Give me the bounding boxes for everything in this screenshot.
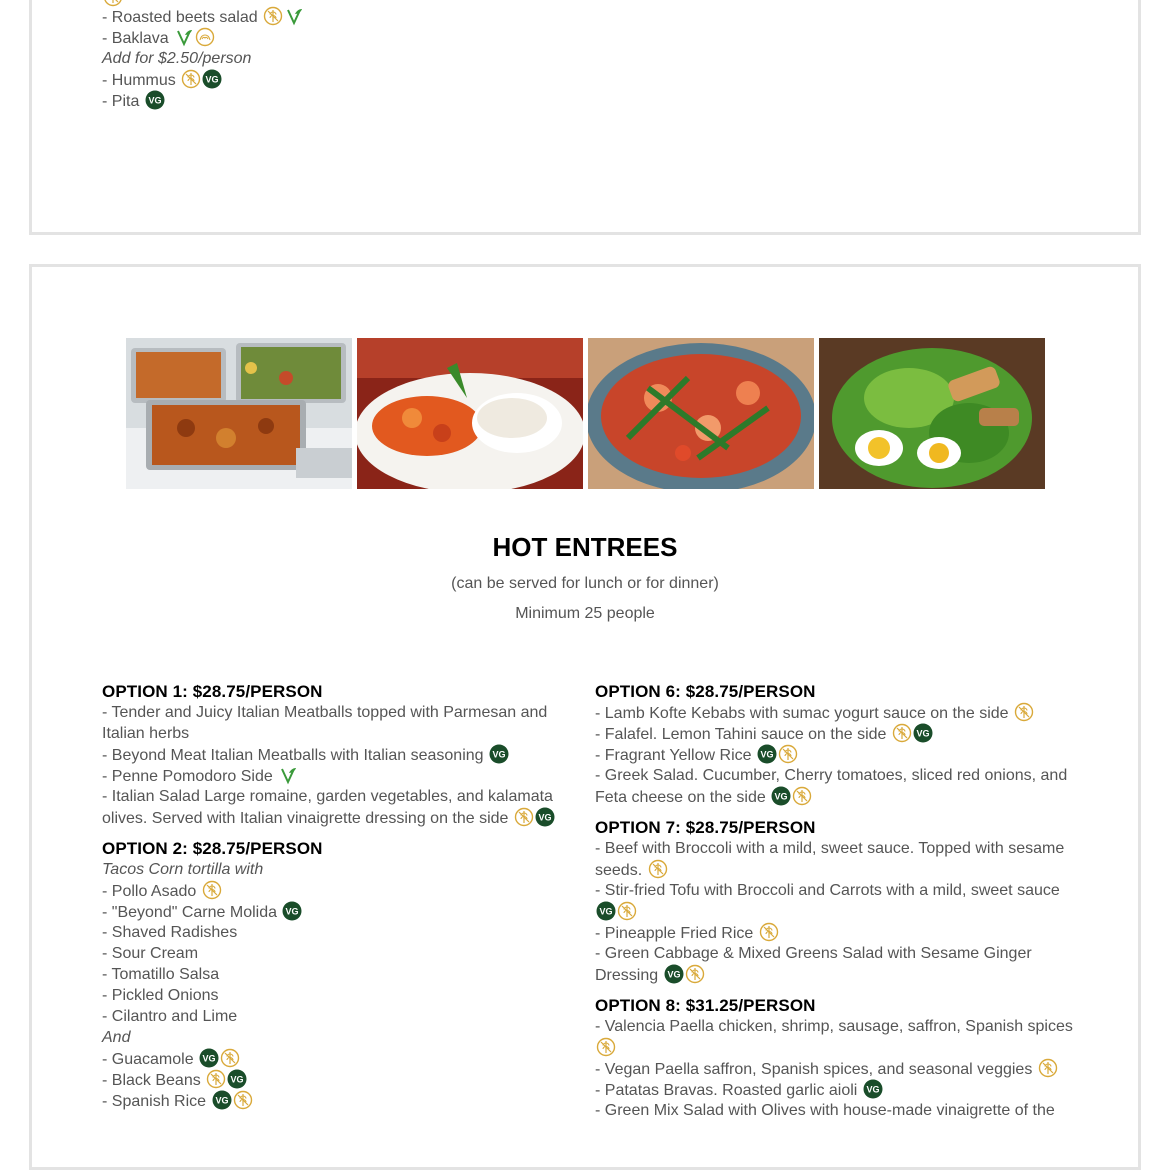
- item-text: - Pineapple Fried Rice: [595, 925, 754, 942]
- item-text: - Fragrant Yellow Rice: [595, 747, 752, 764]
- item-text: - Beef with Broccoli with a mild, sweet sauce. Topped with sesame seeds.: [595, 840, 1065, 879]
- gluten-free-icon: [778, 744, 798, 764]
- item-text: - Roasted beets salad: [102, 9, 258, 26]
- vegan-icon: [664, 964, 684, 984]
- vegan-icon: [535, 807, 555, 827]
- shrimp-and-rice-photo: [357, 338, 583, 489]
- list-item: [595, 1016, 1080, 1059]
- item-text: - Lamb Kofte Kebabs with sumac yogurt sauce on the side: [595, 705, 1009, 722]
- item-text: - Patatas Bravas. Roasted garlic aioli: [595, 1082, 858, 1099]
- gluten-free-icon: [892, 723, 912, 743]
- item-text: - Greek Salad. Cucumber, Cherry tomatoes, sliced red onions, and Feta cheese on the side: [595, 767, 1068, 806]
- item-text: - Black Beans: [102, 1072, 201, 1089]
- item-text: - Italian Salad Large romaine, garden vegetables, and kalamata olives. Served with Italian vinaigrette dressing on the side: [102, 788, 553, 827]
- list-item: [595, 1058, 1058, 1080]
- vegan-icon: [757, 744, 777, 764]
- list-item: [595, 744, 798, 766]
- list-item: [102, 901, 302, 923]
- item-text: - Baklava: [102, 30, 169, 47]
- gluten-free-icon: [759, 922, 779, 942]
- vegan-icon: [282, 901, 302, 921]
- item-text: - Guacamole: [102, 1051, 194, 1068]
- option-7-heading: OPTION 7: $28.75/PERSON: [595, 818, 816, 837]
- vegan-icon: [199, 1048, 219, 1068]
- shrimp-stir-fry-photo: [588, 338, 814, 489]
- list-item: [102, 27, 215, 49]
- item-text: - Green Cabbage & Mixed Greens Salad with Sesame Ginger Dressing: [595, 945, 1032, 984]
- vegetarian-leaf-icon: [284, 6, 304, 26]
- list-item: [102, 69, 222, 91]
- list-item: [102, 1090, 253, 1112]
- gluten-free-icon: [233, 1090, 253, 1110]
- gluten-free-icon: [206, 1069, 226, 1089]
- item-text: - Hummus: [102, 72, 176, 89]
- vegetarian-leaf-icon: [278, 765, 298, 785]
- gluten-free-icon: [1014, 702, 1034, 722]
- list-item: [595, 838, 1075, 881]
- gluten-free-icon: [220, 1048, 240, 1068]
- gluten-free-icon: [1038, 1058, 1058, 1078]
- gluten-free-icon: [181, 69, 201, 89]
- item-text: - Spanish Rice: [102, 1093, 207, 1110]
- list-item: [102, 1069, 247, 1091]
- list-item: [102, 880, 222, 902]
- vegan-icon: [596, 901, 616, 921]
- option-2-and: And: [102, 1029, 131, 1046]
- gluten-free-icon: [596, 1037, 616, 1057]
- photo-strip: [126, 338, 1046, 489]
- item-text: - Pollo Asado: [102, 883, 197, 900]
- list-item: [102, 744, 509, 766]
- list-item: [102, 765, 298, 787]
- vegan-icon: [913, 723, 933, 743]
- item-text: - "Beyond" Carne Molida: [102, 904, 277, 921]
- item-text: - Beyond Meat Italian Meatballs with Italian seasoning: [102, 747, 484, 764]
- item-text: - Vegan Paella saffron, Spanish spices, and seasonal veggies: [595, 1061, 1033, 1078]
- gluten-free-icon: [202, 880, 222, 900]
- gluten-free-icon: [685, 964, 705, 984]
- list-item: [595, 1079, 883, 1101]
- gluten-free-icon: [648, 859, 668, 879]
- add-on-note: Add for $2.50/person: [102, 50, 252, 67]
- vegan-icon: [771, 786, 791, 806]
- vegan-icon: [145, 90, 165, 110]
- buffet-trays-photo: [126, 338, 352, 489]
- vegan-icon: [202, 69, 222, 89]
- list-item: [102, 90, 165, 112]
- list-item: [595, 702, 1034, 724]
- list-item: - Sour Cream: [102, 945, 199, 962]
- option-1-heading: OPTION 1: $28.75/PERSON: [102, 682, 323, 701]
- vegan-icon: [863, 1079, 883, 1099]
- option-6-heading: OPTION 6: $28.75/PERSON: [595, 682, 816, 701]
- list-item: [595, 723, 933, 745]
- option-8-heading: OPTION 8: $31.25/PERSON: [595, 996, 816, 1015]
- list-item: [102, 6, 304, 28]
- list-item: - Green Mix Salad with Olives with house-made vinaigrette of the: [595, 1102, 1055, 1119]
- item-text: - Tender and Juicy Italian Meatballs topped with Parmesan and Italian herbs: [102, 704, 548, 742]
- vegetarian-leaf-icon: [174, 27, 194, 47]
- section-subtitle: (can be served for lunch or for dinner): [451, 575, 719, 592]
- list-item: [102, 1048, 240, 1070]
- vegan-icon: [212, 1090, 232, 1110]
- vegan-icon: [489, 744, 509, 764]
- list-item: [595, 943, 1065, 986]
- item-text: - Pita: [102, 93, 140, 110]
- option-2-intro: Tacos Corn tortilla with: [102, 861, 264, 878]
- item-text: - Stir-fried Tofu with Broccoli and Carrots with a mild, sweet sauce: [595, 882, 1060, 899]
- list-item: [102, 702, 567, 744]
- option-2-heading: OPTION 2: $28.75/PERSON: [102, 839, 323, 858]
- item-text: - Falafel. Lemon Tahini sauce on the side: [595, 726, 887, 743]
- list-item: [102, 786, 567, 829]
- item-text: - Penne Pomodoro Side: [102, 768, 273, 785]
- egg-salad-photo: [819, 338, 1045, 489]
- list-item: - Pickled Onions: [102, 987, 219, 1004]
- list-item: [595, 765, 1075, 808]
- gluten-free-icon: [514, 807, 534, 827]
- contains-nuts-icon: [195, 27, 215, 47]
- vegan-icon: [227, 1069, 247, 1089]
- section-title: HOT ENTREES: [492, 532, 678, 562]
- list-item: - Tomatillo Salsa: [102, 966, 220, 983]
- gluten-free-icon: [617, 901, 637, 921]
- item-text: - Valencia Paella chicken, shrimp, sausage, saffron, Spanish spices: [595, 1018, 1073, 1035]
- list-item: - Shaved Radishes: [102, 924, 238, 941]
- gluten-free-icon: [792, 786, 812, 806]
- minimum-note: Minimum 25 people: [515, 605, 655, 622]
- gluten-free-icon: [263, 6, 283, 26]
- list-item: [595, 922, 779, 944]
- list-item: [595, 880, 1075, 923]
- list-item: - Cilantro and Lime: [102, 1008, 238, 1025]
